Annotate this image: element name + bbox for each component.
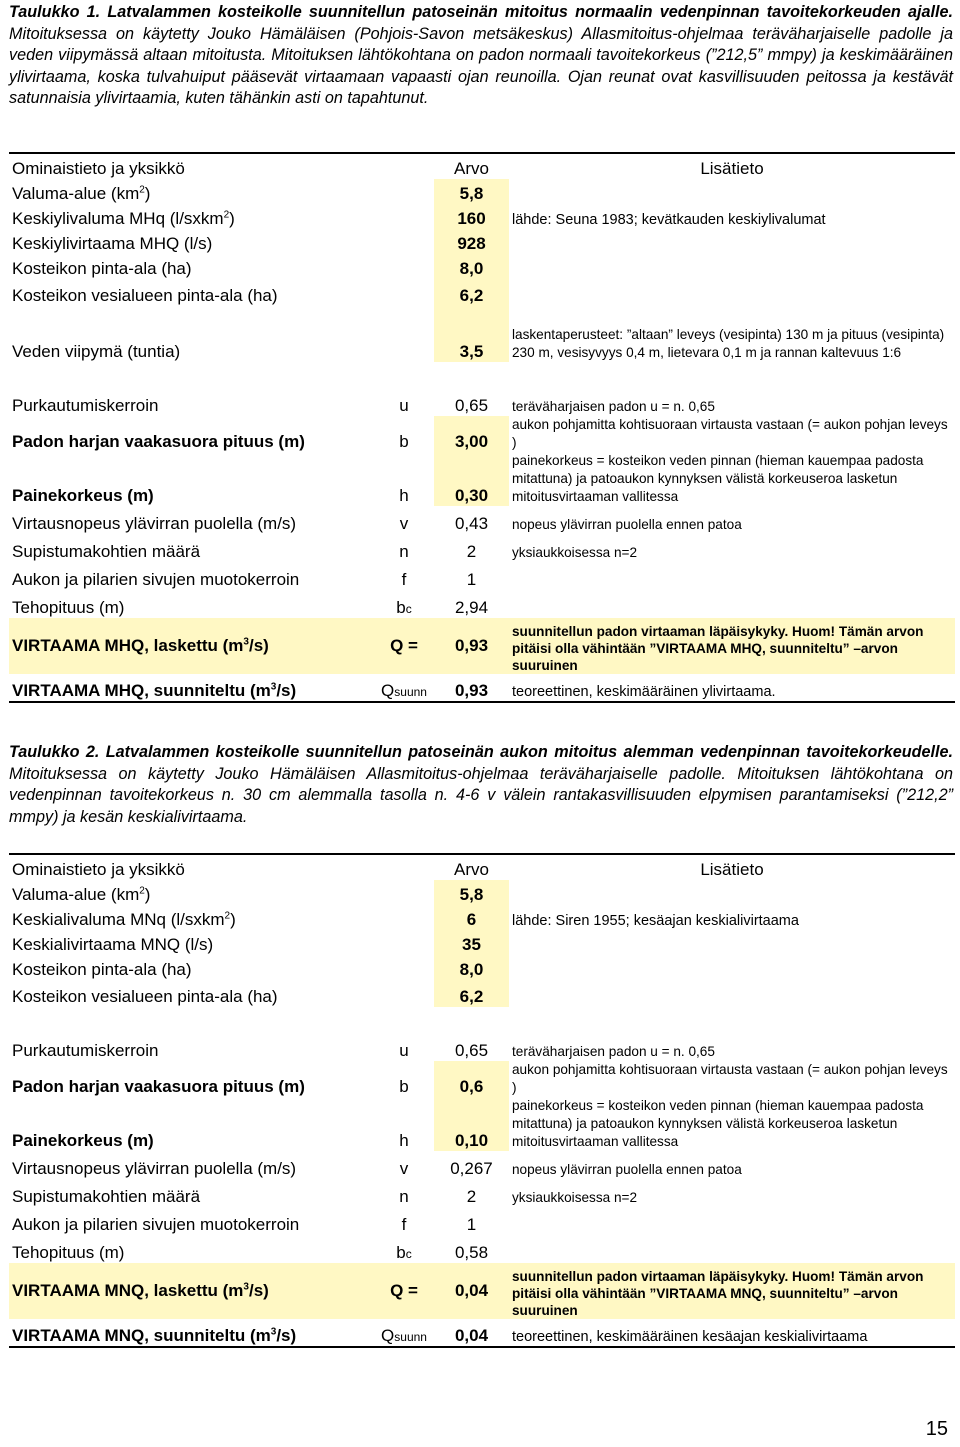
table2 — [9, 853, 955, 1348]
table-row: Supistumakohtien määrä n 2 yksiaukkoisessa n=2 — [12, 542, 638, 561]
table-row: Valuma-alue $(km^2)$ 5,8 — [9, 880, 955, 905]
table2-header-property: Ominaistieto ja yksikkö — [9, 854, 374, 880]
page-number: 15 — [925, 1418, 948, 1440]
table2-header-value: Arvo — [434, 854, 509, 880]
table-row: VIRTAAMA MHQ, laskettu $(m^3/s)$ Q = 0,93 suunnitellun padon virtaaman läpäisykyky. Huom! Tämän arvon pitäisi olla vähintään ”VIRTAAMA MHQ, suunniteltu” –arvon suuruinen — [9, 618, 955, 674]
table-row: Padon harjan vaakasuora pituus (m) b 0,6 aukon pohjamitta kohtisuoraan virtausta vastaan (= aukon pohjan leveys ) — [12, 1062, 948, 1096]
table1-header-info: Lisätieto — [509, 153, 955, 179]
table-row: Keskialivirtaama MNQ (l/s) 35 — [9, 930, 955, 955]
table-row: Kosteikon pinta-ala (ha) 8,0 — [9, 254, 955, 279]
table-row: Kosteikon pinta-ala (ha) 8,0 — [9, 955, 955, 980]
table-row: Painekorkeus (m) h 0,30 painekorkeus = kosteikon veden pinnan (hieman kauempaa padosta mitattuna) ja patoaukon kynnyksen välistä korkeuseroa lasketun mitoitusvirtaaman vallitessa — [12, 453, 924, 505]
table-row: Tehopituus (m) bc 0,58 — [12, 1243, 489, 1262]
table1 — [9, 152, 955, 703]
table1-caption: Taulukko 1. Latvalammen kosteikolle suunnitellun patoseinän mitoitus normaalin vedenpinnan tavoitekorkeuden ajalle. Mitoituksessa on käytetty Jouko Hämäläisen (Pohjois-Savon metsäkeskus) Allasmitoitus-ohjelmaa teräväharjaiselle padolle ja veden viipymässä altaan mitoitusta. Mitoituksen lähtökohtana on padon normaali tavoitekorkeus (”212,5” mmpy) ja keskimääräinen ylivirtaama, koska tulvahuiput pääsevät virtaamaan vapaasti ojan reunoilla. Ojan reunat ovat kasvillisuuden peitossa ja kestävät satunnaisia ylivirtaamia, kuten tähänkin asti on tapahtunut. — [9, 3, 953, 107]
table-row: Virtausnopeus ylävirran puolella (m/s) v 0,43 nopeus ylävirran puolella ennen patoa — [12, 514, 742, 533]
table-row: VIRTAAMA MNQ, suunniteltu $(m^3/s)$ Qsuunn 0,04 teoreettinen, keskimääräinen kesäajan keskialivirtaama — [9, 1319, 955, 1347]
table-row: Keskiylivaluma MHq (l/sxkm$^2$) 160 lähde: Seuna 1983; kevätkauden keskiylivalumat — [9, 204, 955, 229]
table-row: Keskiylivirtaama MHQ (l/s) 928 — [9, 229, 955, 254]
table-row: VIRTAAMA MNQ, laskettu $(m^3/s)$ Q = 0,04 suunnitellun padon virtaaman läpäisykyky. Huom! Tämän arvon pitäisi olla vähintään ”VIRTAAMA MNQ, suunniteltu” –arvon suuruinen — [9, 1263, 955, 1319]
table1-header-value: Arvo — [434, 153, 509, 179]
table-row: Valuma-alue $(km^2)$ 5,8 — [9, 179, 955, 204]
table-row: Aukon ja pilarien sivujen muotokerroin f 1 — [12, 1215, 477, 1234]
table-row: Painekorkeus (m) h 0,10 painekorkeus = kosteikon veden pinnan (hieman kauempaa padosta mitattuna) ja patoaukon kynnyksen välistä korkeuseroa lasketun mitoitusvirtaaman vallitessa — [12, 1098, 924, 1150]
table-row: Purkautumiskerroin u 0,65 teräväharjaisen padon u = n. 0,65 — [12, 1041, 715, 1060]
table2-header-info: Lisätieto — [509, 854, 955, 880]
table-row: VIRTAAMA MHQ, suunniteltu $(m^3/s)$ Qsuunn 0,93 teoreettinen, keskimääräinen ylivirtaama. — [9, 674, 955, 702]
table-row: Supistumakohtien määrä n 2 yksiaukkoisessa n=2 — [12, 1187, 638, 1206]
table-row: Virtausnopeus ylävirran puolella (m/s) v 0,267 nopeus ylävirran puolella ennen patoa — [12, 1159, 742, 1178]
table1-header-property: Ominaistieto ja yksikkö — [9, 153, 374, 179]
table-row: Keskialivaluma MNq (l/sxkm$^2$) 6 lähde: Siren 1955; kesäajan keskialivirtaama — [9, 905, 955, 930]
table-row: Kosteikon vesialueen pinta-ala (ha) 6,2 — [9, 279, 955, 306]
table-row: Veden viipymä (tuntia) 3,5 laskentaperusteet: ”altaan” leveys (vesipinta) 130 m ja pituus (vesipinta) 230 m, vesisyvyys 0,4 m, lietevara 0,1 m ja rannan kaltevuus 1:6 — [9, 306, 955, 362]
table-row: Tehopituus (m) bc 2,94 — [12, 598, 489, 617]
table2-caption: Taulukko 2. Latvalammen kosteikolle suunnitellun patoseinän aukon mitoitus alemman vedenpinnan tavoitekorkeudelle. Mitoituksessa on käytetty Jouko Hämäläisen Allasmitoitus-ohjelmaa teräväharjaiselle padolle. Mitoituksen lähtökohtana on vedenpinnan tavoitekorkeus n. 30 cm alemmalla tasolla n. 4-6 v välein rantakasvillisuuden elpymisen parantamiseksi (”212,2” mmpy) ja kesän keskialivirtaama. — [9, 743, 953, 826]
table-row: Purkautumiskerroin u 0,65 teräväharjaisen padon u = n. 0,65 — [12, 396, 715, 415]
table-row: Padon harjan vaakasuora pituus (m) b 3,00 aukon pohjamitta kohtisuoraan virtausta vastaan (= aukon pohjan leveys ) — [12, 417, 948, 451]
table-row: Aukon ja pilarien sivujen muotokerroin f 1 — [12, 570, 477, 589]
table-row: Kosteikon vesialueen pinta-ala (ha) 6,2 — [9, 980, 955, 1007]
